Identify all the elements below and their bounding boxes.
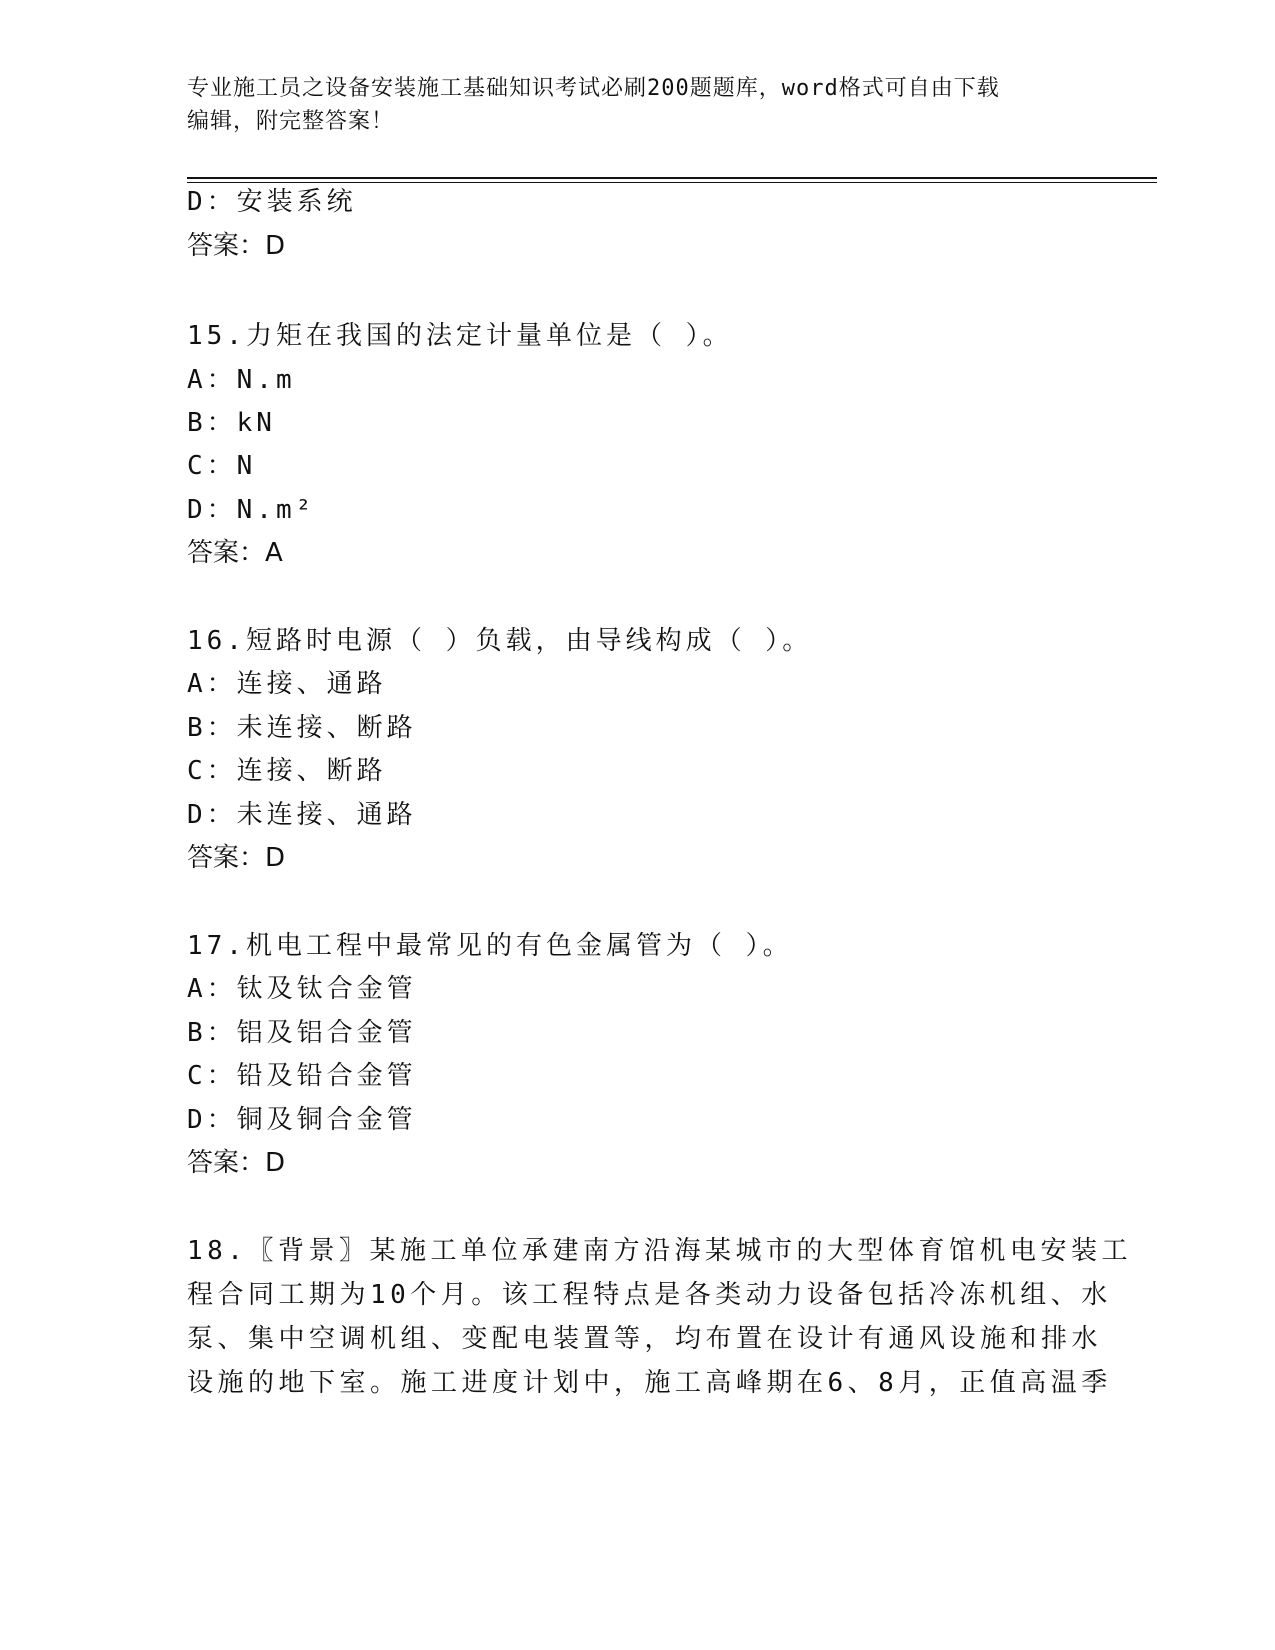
q16-option-b: B：未连接、断路 [187,713,417,743]
header-divider-thin [187,182,1157,183]
q18-paragraph-line: 泵、集中空调机组、变配电装置等，均布置在设计有通风设施和排水 [187,1324,1103,1354]
q17-option-d: D：铜及铜合金管 [187,1105,417,1135]
q18-paragraph-line: 18.〖背景〗某施工单位承建南方沿海某城市的大型体育馆机电安装工 [187,1236,1132,1266]
q16-option-d: D：未连接、通路 [187,800,417,830]
q15-option-b: B：kN [187,408,276,438]
q15-option-a: A：N.m [187,365,296,395]
q15-option-c: C：N [187,451,257,481]
q18-paragraph-line: 设施的地下室。施工进度计划中，施工高峰期在6、8月，正值高温季 [187,1368,1112,1398]
q17-stem: 17.机电工程中最常见的有色金属管为（ ）。 [187,931,793,961]
q17-option-b: B：铝及铝合金管 [187,1018,417,1048]
q15-option-d: D：N.m² [187,495,316,525]
header-title-line-2: 编辑，附完整答案！ [187,109,395,134]
q17-option-a: A：钛及钛合金管 [187,974,417,1004]
q17-option-c: C：铅及铅合金管 [187,1061,417,1091]
prev-answer: 答案：D [187,231,286,261]
q16-option-a: A：连接、通路 [187,669,387,699]
header-title-line-1: 专业施工员之设备安装施工基础知识考试必刷200题题库，word格式可自由下载 [187,76,1000,101]
prev-option-d: D：安装系统 [187,187,357,217]
document-header [187,72,1087,138]
q15-answer: 答案：A [187,538,283,568]
header-divider-thick [187,177,1157,179]
q16-option-c: C：连接、断路 [187,756,387,786]
q17-answer: 答案：D [187,1148,286,1178]
q16-answer: 答案：D [187,843,286,873]
q15-stem: 15.力矩在我国的法定计量单位是（ ）。 [187,321,733,351]
q16-stem: 16.短路时电源（ ）负载，由导线构成（ ）。 [187,626,813,656]
q18-paragraph-line: 程合同工期为10个月。该工程特点是各类动力设备包括冷冻机组、水 [187,1280,1112,1310]
